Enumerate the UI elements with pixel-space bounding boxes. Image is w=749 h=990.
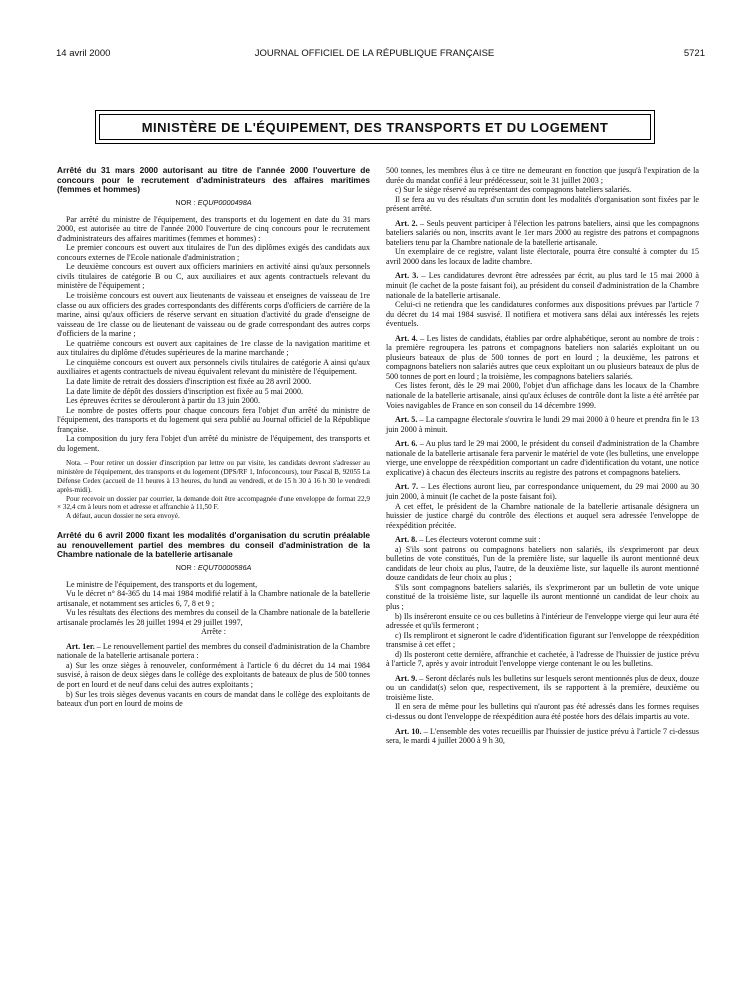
article-1-c: c) Sur le siège réservé au représentant des compagnons bateliers salariés. bbox=[395, 185, 632, 195]
arrete2-title: Arrêté du 6 avril 2000 fixant les modalités d'organisation du scrutin préalable au renouvellement partiel des membres du conseil d'administration de la Chambre nationale de la batellerie artisanale bbox=[57, 529, 370, 560]
article-1 bbox=[57, 642, 370, 661]
note-paragraph: A défaut, aucun dossier ne sera envoyé. bbox=[66, 512, 180, 521]
article-label: Art. 4. bbox=[395, 333, 418, 343]
article bbox=[386, 535, 699, 545]
page-number: 5721 bbox=[683, 48, 705, 59]
article-1-a: a) Sur les onze sièges à renouveler, conformément à l'article 6 du décret du 14 mai 1984 susvisé, à raison de deux sièges dans le collège des exploitants de bateaux de plus de 500 tonnes de port en lourd et de neuf dans celui des autres exploitants ; bbox=[57, 660, 370, 690]
arrete2-intro: Le ministre de l'équipement, des transports et du logement, bbox=[66, 579, 258, 589]
nor-code: EQUT0000586A bbox=[197, 563, 252, 573]
article bbox=[386, 674, 699, 703]
ministry-title: MINISTÈRE DE L'ÉQUIPEMENT, DES TRANSPORTS ET DU LOGEMENT bbox=[99, 114, 651, 140]
article-paragraph: Ces listes feront, dès le 29 mai 2000, l'objet d'un affichage dans les locaux de la Chambre nationale de la batellerie artisanale, ainsi qu'aux écluses de contrôle dont la liste a été arrêtée par Voies navigables de France en son conseil du 14 décembre 1999. bbox=[386, 381, 699, 410]
article-text: – Les électeurs voteront comme suit : bbox=[417, 535, 541, 545]
article-text: – Seront déclarés nuls les bulletins sur lesquels seront mentionnés plus de deux, douze ou un candidat(s) selon que, respectivement, ils se rapportent à la première, deuxième ou troisième liste. bbox=[386, 673, 700, 702]
nor-code: EQUP0000498A bbox=[197, 198, 252, 208]
article bbox=[386, 439, 699, 477]
article-label: Art. 1er. bbox=[66, 641, 95, 651]
article-label: Art. 8. bbox=[395, 535, 418, 545]
article bbox=[386, 727, 699, 746]
article-label: Art. 7. bbox=[395, 482, 419, 492]
article-label: Art. 2. bbox=[395, 218, 418, 228]
issue-date: 14 avril 2000 bbox=[56, 48, 111, 59]
left-column bbox=[57, 166, 370, 709]
article-label: Art. 6. bbox=[395, 439, 418, 449]
arrete2-intro: Vu le décret n° 84-365 du 14 mai 1984 modifié relatif à la Chambre nationale de la batellerie artisanale, et notamment ses articles 6, 7, 8 et 9 ; bbox=[57, 589, 370, 608]
article bbox=[386, 334, 699, 382]
article bbox=[386, 219, 699, 248]
page-header bbox=[0, 48, 749, 62]
journal-title: JOURNAL OFFICIEL DE LA RÉPUBLIQUE FRANÇAISE bbox=[254, 48, 495, 59]
note-paragraph: Pour recevoir un dossier par courrier, la demande doit être accompagnée d'une enveloppe de format 22,9 × 32,4 cm à leurs nom et adresse et affranchie à 11,50 F. bbox=[57, 494, 370, 512]
arrete2-intro: Vu les résultats des élections des membres du conseil de la Chambre nationale de la batellerie artisanale proclamés les 28 juillet 1994 et 29 juillet 1997, bbox=[57, 608, 370, 627]
arrete1-paragraph: Les épreuves écrites se dérouleront à partir du 13 juin 2000. bbox=[66, 396, 260, 406]
article-1-end: Il se fera au vu des résultats d'un scrutin dont les modalités d'organisation sont fixées par le présent arrêté. bbox=[386, 194, 699, 214]
arrete1-paragraph: La date limite de dépôt des dossiers d'inscription est fixée au 5 mai 2000. bbox=[66, 386, 304, 396]
article-text: – L'ensemble des votes recueillis par l'huissier de justice prévu à l'article 7 ci-dessus sera, le mardi 4 juillet 2000 à 9 h 30, bbox=[386, 726, 699, 746]
article-text: – Les élections auront lieu, par correspondance uniquement, du 29 mai 2000 au 30 juin 2000, à minuit (le cachet de la poste faisant foi). bbox=[386, 482, 700, 501]
arrete1-paragraph: Le quatrième concours est ouvert aux capitaines de 1re classe de la navigation maritime et aux titulaires du diplôme d'études supérieures de la marine marchande ; bbox=[57, 338, 370, 358]
article-text: – Seuls peuvent participer à l'élection les patrons bateliers, ainsi que les compagnons bateliers salariés ou non, inscrits avant le 1er mars 2000 au registre des patrons et compagnons bateliers tenu par la Chambre nationale de la batellerie artisanale. bbox=[386, 218, 699, 247]
arrete1-paragraph: Le troisième concours est ouvert aux lieutenants de vaisseau et enseignes de vaisseau de 1re classe ou aux officiers des grades correspondants des différents corps d'officiers de carrière de la marine, ainsi qu'aux officiers de réserve servant en situation d'activité du grade d'enseigne de vaisseau de 1re classe ou de lieutenant de vaisseau ou de grade correspondant des autres corps d'officiers de la marine ; bbox=[57, 291, 370, 339]
article-text: – Le renouvellement partiel des membres du conseil d'administration de la Chambre nationale de la batellerie artisanale portera : bbox=[57, 641, 370, 661]
article bbox=[386, 271, 699, 300]
article-label: Art. 9. bbox=[395, 673, 418, 683]
arrete2-arrete: Arrête : bbox=[201, 627, 226, 637]
article-paragraph: Il en sera de même pour les bulletins qui n'auront pas été adressés dans les formes requises ci-dessus ou dont l'enveloppe de réexpédition aura été postée hors des délais impartis au vote. bbox=[386, 702, 699, 721]
arrete1-paragraph: La date limite de retrait des dossiers d'inscription est fixée au 28 avril 2000. bbox=[66, 376, 312, 386]
arrete1-paragraph: Le nombre de postes offerts pour chaque concours fera l'objet d'un arrêté du ministre de l'équipement, des transports et du logement qui sera publié au Journal officiel de la République française. bbox=[57, 405, 370, 434]
article-paragraph: Un exemplaire de ce registre, valant liste électorale, pourra être consulté à compter du 15 avril 2000 dans les locaux de ladite chambre. bbox=[386, 247, 699, 266]
article-paragraph: S'ils sont compagnons bateliers salariés, ils s'exprimeront par un bulletin de vote unique constitué de la troisième liste, sur laquelle ils auront mentionné un candidat de leur choix au plus ; bbox=[386, 582, 699, 611]
arrete1-note bbox=[57, 459, 370, 521]
article-1-b: b) Sur les trois sièges devenus vacants en cours de mandat dans le collège des exploitants de bateaux d'un port en lourd de moins de bbox=[57, 689, 370, 709]
right-column bbox=[386, 166, 699, 746]
article-paragraph: d) Ils posteront cette dernière, affranchie et cachetée, à l'adresse de l'huissier de justice prévu à l'article 7, après y avoir introduit l'enveloppe vierge contenant le ou les bulletins. bbox=[386, 649, 699, 669]
article bbox=[386, 482, 699, 501]
article-text: – Les candidatures devront être adressées par écrit, au plus tard le 15 mai 2000 à minuit (le cachet de la poste faisant foi), au président du conseil d'administration de la Chambre nationale de la batellerie artisanale. bbox=[386, 271, 699, 300]
article-label: Art. 3. bbox=[395, 271, 419, 281]
article-paragraph: c) Ils rempliront et signeront le cadre d'identification figurant sur l'enveloppe de réexpédition transmise à cet effet ; bbox=[386, 630, 699, 650]
article-label: Art. 10. bbox=[395, 726, 422, 736]
arrete1-paragraph: Le cinquième concours est ouvert aux personnels civils titulaires de catégorie A ainsi qu'aux auxiliaires et agents contractuels de niveau équivalent relevant du ministère de l'équipement. bbox=[57, 357, 370, 377]
article-label: Art. 5. bbox=[395, 415, 418, 425]
article bbox=[386, 415, 699, 434]
arrete1-nor bbox=[57, 198, 370, 208]
arrete2-nor bbox=[57, 563, 370, 573]
articles-list bbox=[386, 219, 699, 746]
arrete1-paragraph: Le premier concours est ouvert aux titulaires de l'un des diplômes exigés des candidats aux concours externes de l'Ecole nationale d'administration ; bbox=[57, 243, 370, 262]
article-text: – Les listes de candidats, établies par ordre alphabétique, seront au nombre de trois : la première regroupera les patrons et compagnons bateliers non salariés exploitant un ou plusieurs bateaux de plus de 500 tonnes de port en lourd ; la deuxième, les patrons et compagnons bateliers non salariés autres que ceux exploitant un ou plusieurs bateaux de plus de 500 tonnes de port en lourd ; la troisième, les compagnons bateliers salariés. bbox=[386, 333, 699, 381]
arrete1-title: Arrêté du 31 mars 2000 autorisant au titre de l'année 2000 l'ouverture de concours pour le recrutement d'administrateurs des affaires maritimes (femmes et hommes) bbox=[57, 165, 370, 195]
article-paragraph: a) S'ils sont patrons ou compagnons bateliers non salariés, ils s'exprimeront par deux bulletins de vote constitués, l'un de la première liste, sur laquelle ils auront mentionné deux candidats de leur choix au plus, l'autre, de la deuxième liste, sur laquelle ils auront mentionné douze candidats de leur choix au plus ; bbox=[386, 544, 699, 583]
arrete1-paragraph: La composition du jury fera l'objet d'un arrêté du ministre de l'équipement, des transports et du logement. bbox=[57, 434, 370, 453]
article-paragraph: A cet effet, le président de la Chambre nationale de la batellerie artisanale désignera un huissier de justice chargé du contrôle des élections et auquel sera adressée l'enveloppe de réexpédition précitée. bbox=[386, 501, 699, 530]
nor-label: NOR : bbox=[175, 563, 196, 573]
article-text: – Au plus tard le 29 mai 2000, le président du conseil d'administration de la Chambre nationale de la batellerie artisanale fera parvenir le matériel de vote (les bulletins, une enveloppe vierge, une enveloppe de réexpédition comportant un cadre d'identification du votant, une notice explicative) à chacun des électeurs inscrits au registre des patrons et compagnons bateliers. bbox=[386, 439, 699, 477]
article-1-continuation: 500 tonnes, les membres élus à ce titre ne demeurant en fonction que jusqu'à l'expiration de la durée du mandat confié à leur prédécesseur, soit le 31 juillet 2003 ; bbox=[386, 166, 699, 185]
arrete1-paragraph: Par arrêté du ministre de l'équipement, des transports et du logement en date du 31 mars 2000, est autorisée au titre de l'année 2000 l'ouverture de cinq concours pour le recrutement d'administrateurs des affaires maritimes (femmes et hommes) : bbox=[57, 214, 370, 243]
nor-label: NOR : bbox=[175, 198, 196, 208]
ministry-banner bbox=[95, 110, 655, 144]
note-paragraph: Nota. – Pour retirer un dossier d'inscription par lettre ou par visite, les candidats devront s'adresser au ministère de l'équipement, des transports et du logement (DPS/RF 1, Infoconcours), tour Pascal B, 92055 La Défense Cedex (accueil de 11 heures à 13 heures, du lundi au vendredi, et de 15 h 30 à 16 h 30 le vendredi après-midi). bbox=[57, 459, 370, 494]
article-text: – La campagne électorale s'ouvrira le lundi 29 mai 2000 à 0 heure et prendra fin le 13 juin 2000 à minuit. bbox=[386, 415, 700, 434]
article-paragraph: b) Ils inséreront ensuite ce ou ces bulletins à l'intérieur de l'enveloppe vierge qui leur aura été adressée et qu'ils fermeront ; bbox=[386, 611, 699, 631]
article-paragraph: Celui-ci ne retiendra que les candidatures conformes aux dispositions prévues par l'article 7 du décret du 14 mai 1984 susvisé. Il notifiera et motivera sans délai aux intéressés les rejets éventuels. bbox=[386, 300, 699, 329]
arrete1-paragraph: Le deuxième concours est ouvert aux officiers mariniers en activité ainsi qu'aux personnels civils titulaires de catégorie B ou C, aux auxiliaires et aux agents contractuels relevant du ministère de l'équipement ; bbox=[57, 262, 370, 291]
